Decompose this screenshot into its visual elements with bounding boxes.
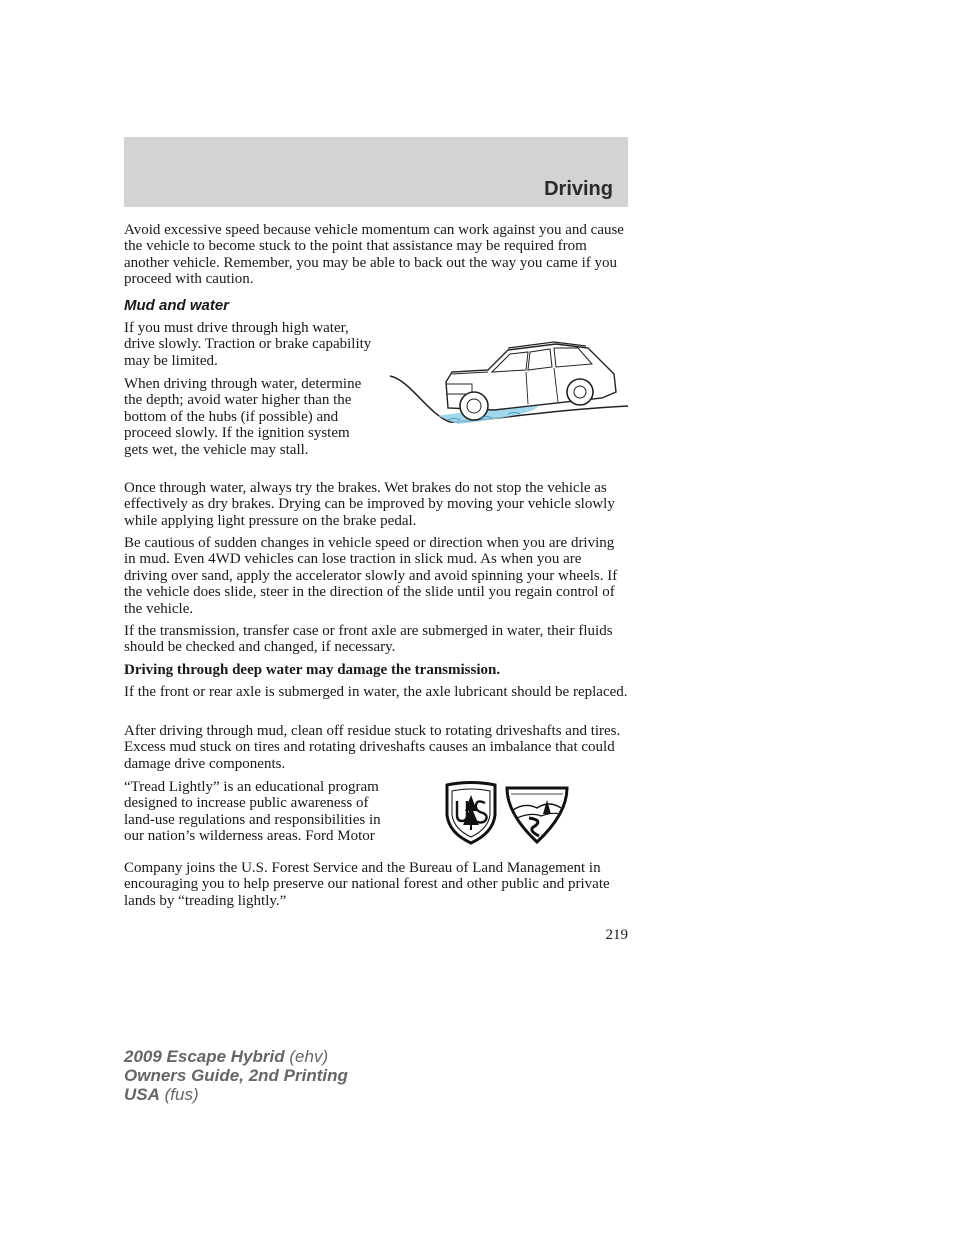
paragraph-tread-intro: “Tread Lightly” is an educational program designed to increase public awareness of land-use regulations and responsibilities in our nation’s wilderness areas. Ford Motor <box>124 779 381 845</box>
paragraph-warning: Driving through deep water may damage the transmission. <box>124 662 501 678</box>
paragraph-brakes: Once through water, always try the brakes. Wet brakes do not stop the vehicle as effectively as dry brakes. Drying can be improved by moving your vehicle slowly while applying light pressure on the brake pedal. <box>124 480 615 529</box>
paragraph-submerged: If the transmission, transfer case or front axle are submerged in water, their fluids should be checked and changed, if necessary. <box>124 623 613 656</box>
paragraph-mud: Be cautious of sudden changes in vehicle speed or direction when you are driving in mud. Even 4WD vehicles can lose traction in slick mud. As when you are driving over sand, apply the accelerator slowly and avoid spinning your wheels. If the vehicle does slide, steer in the direction of the slide until you regain control of the vehicle. <box>124 535 618 617</box>
paragraph-high-water: If you must drive through high water, drive slowly. Traction or brake capability may be limited. <box>124 320 372 369</box>
paragraph-tread-rest: Company joins the U.S. Forest Service and the Bureau of Land Management in encouraging you to help preserve our national forest and other public and private lands by “treading lightly.” <box>124 860 610 909</box>
paragraph-speed: Avoid excessive speed because vehicle momentum can work against you and cause the vehicle to become stuck to the point that assistance may be required from another vehicle. Remember, you may be able to back out the way you came if you proceed with caution. <box>124 222 624 288</box>
suv-in-water-illustration <box>388 334 630 430</box>
paragraph-cleanup: After driving through mud, clean off residue stuck to rotating driveshafts and tires. Excess mud stuck on tires and rotating driveshafts causes an imbalance that could damage drive components. <box>124 723 621 772</box>
bureau-of-land-management-icon <box>503 784 571 846</box>
footer-line-2 <box>124 1066 348 1085</box>
footer-line-1 <box>124 1047 348 1066</box>
header-band <box>124 137 628 207</box>
section-title: Driving <box>544 178 613 200</box>
page-number: 219 <box>605 927 628 943</box>
paragraph-depth: When driving through water, determine the depth; avoid water higher than the bottom of the hubs (if possible) and proceed slowly. If the ignition system gets wet, the vehicle may stall. <box>124 376 362 458</box>
forest-service-shield-icon <box>443 781 499 845</box>
footer-market-code: (fus) <box>164 1085 199 1104</box>
paragraph-axle: If the front or rear axle is submerged in water, the axle lubricant should be replaced. <box>124 684 628 700</box>
footer-market: USA <box>124 1085 160 1104</box>
footer-model-code: (ehv) <box>289 1047 329 1066</box>
subheading-mud-and-water: Mud and water <box>124 297 230 314</box>
footer-model: 2009 Escape Hybrid <box>124 1047 285 1066</box>
footer <box>124 1047 348 1104</box>
footer-line-3 <box>124 1085 348 1104</box>
footer-printing: Owners Guide, 2nd Printing <box>124 1066 348 1085</box>
